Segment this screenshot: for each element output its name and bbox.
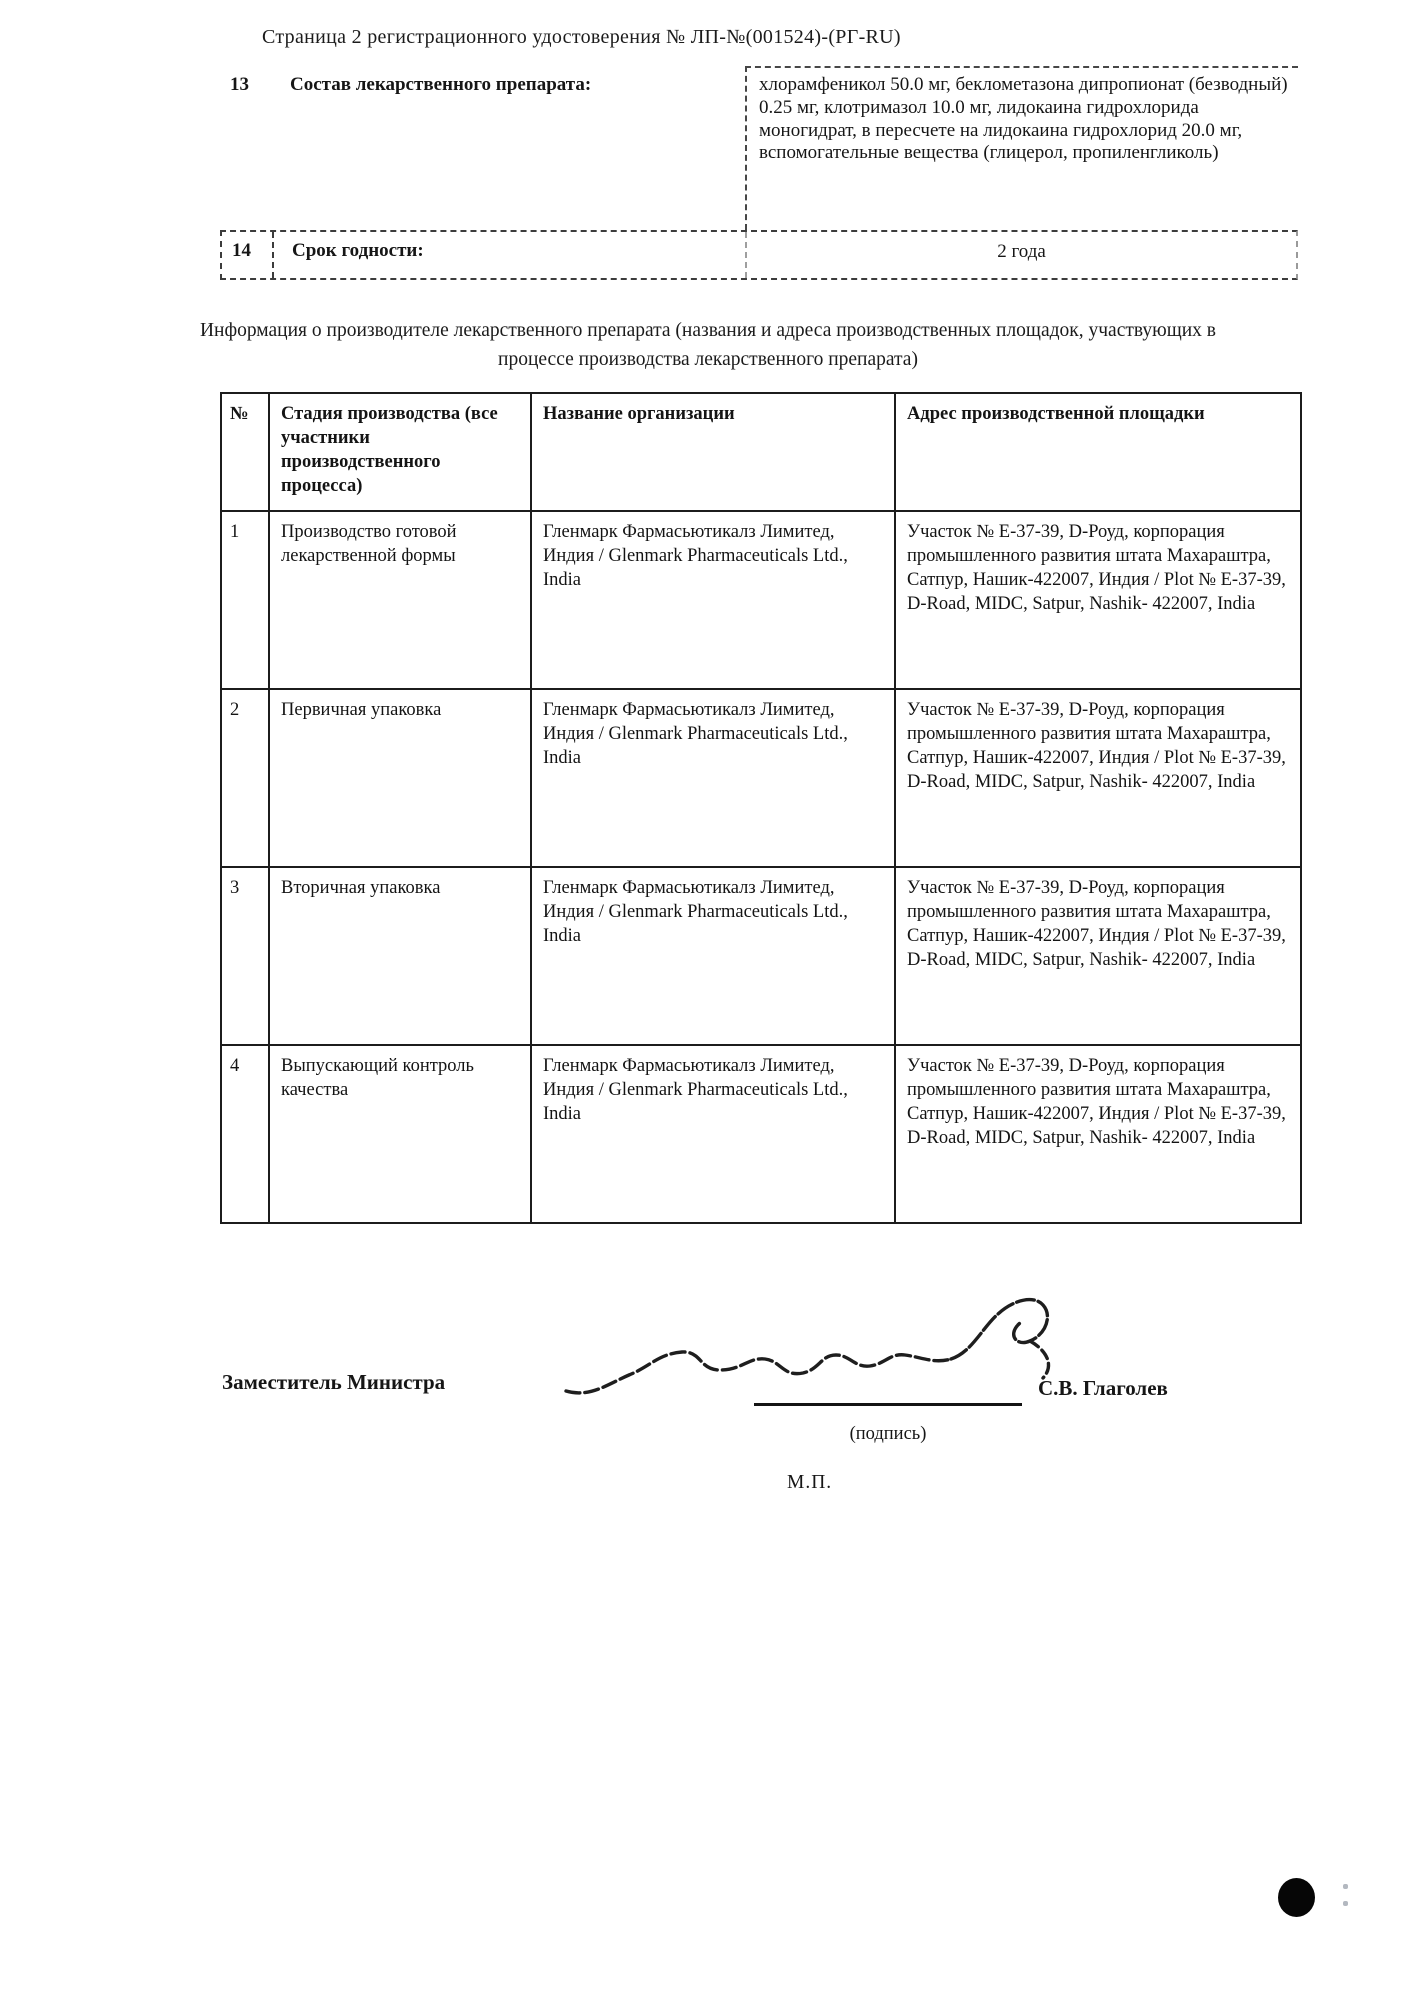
signature-image [552,1290,1112,1408]
cell-address: Участок № Е-37-39, D-Роуд, корпорация промышленного развития штата Махараштра, Сатпур, Нашик-422007, Индия / Plot № E-37-39, D-Road, MIDC, Satpur, Nashik- 422007, India [895,689,1301,867]
manufacturer-info-intro: Информация о производителе лекарственного препарата (названия и адреса производственных площадок, участвующих в процессе производства лекарственного препарата) [199,320,1217,371]
cell-number: 1 [221,511,269,689]
manufacturer-table [220,392,1302,1224]
header-number: № [221,393,269,511]
signature-caption: (подпись) [849,1424,927,1444]
table-row [221,1045,1301,1223]
cell-stage: Первичная упаковка [269,689,531,867]
signature-line [754,1403,1022,1406]
cell-stage: Вторичная упаковка [269,867,531,1045]
top-fields-table [220,66,1298,280]
header-address: Адрес производственной площадки [895,393,1301,511]
cell-organization: Гленмарк Фармасьютикалз Лимитед, Индия / Glenmark Pharmaceuticals Ltd., India [531,867,895,1045]
signer-title: Заместитель Министра [222,1370,446,1394]
cell-organization: Гленмарк Фармасьютикалз Лимитед, Индия / Glenmark Pharmaceuticals Ltd., India [531,1045,895,1223]
cell-stage: Производство готовой лекарственной формы [269,511,531,689]
field-value-composition: хлорамфеникол 50.0 мг, беклометазона дипропионат (безводный) 0.25 мг, клотримазол 10.0 мг, лидокаина гидрохлорида моногидрат, в пересчете на лидокаина гидрохлорид 20.0 мг, вспомогательные вещества (глицерол, пропиленгликоль) [745,66,1298,230]
field-row-composition [220,66,1298,230]
table-row [221,867,1301,1045]
cell-organization: Гленмарк Фармасьютикалз Лимитед, Индия / Glenmark Pharmaceuticals Ltd., India [531,511,895,689]
scan-artifact-dot [1278,1878,1315,1917]
header-organization: Название организации [531,393,895,511]
field-label-shelf-life: Срок годности: [292,240,424,261]
scan-artifact-colon [1343,1884,1348,1906]
table-row [221,689,1301,867]
field-label-composition: Состав лекарственного препарата: [290,74,592,95]
cell-number: 3 [221,867,269,1045]
header-stage: Стадия производства (все участники производственного процесса) [269,393,531,511]
cell-address: Участок № Е-37-39, D-Роуд, корпорация промышленного развития штата Махараштра, Сатпур, Нашик-422007, Индия / Plot № E-37-39, D-Road, MIDC, Satpur, Nashik- 422007, India [895,511,1301,689]
cell-number: 2 [221,689,269,867]
signer-name: С.В. Глаголев [1038,1376,1168,1400]
field-number: 13 [230,74,249,95]
seal-placeholder: М.П. [787,1472,833,1493]
cell-number: 4 [221,1045,269,1223]
page-header: Страница 2 регистрационного удостоверения № ЛП-№(001524)-(РГ-RU) [262,26,901,48]
field-number: 14 [222,232,274,278]
field-row-shelf-life [220,230,1298,280]
cell-organization: Гленмарк Фармасьютикалз Лимитед, Индия / Glenmark Pharmaceuticals Ltd., India [531,689,895,867]
field-value-shelf-life: 2 года [745,232,1296,278]
table-row [221,511,1301,689]
cell-address: Участок № Е-37-39, D-Роуд, корпорация промышленного развития штата Махараштра, Сатпур, Нашик-422007, Индия / Plot № E-37-39, D-Road, MIDC, Satpur, Nashik- 422007, India [895,1045,1301,1223]
cell-address: Участок № Е-37-39, D-Роуд, корпорация промышленного развития штата Махараштра, Сатпур, Нашик-422007, Индия / Plot № E-37-39, D-Road, MIDC, Satpur, Nashik- 422007, India [895,867,1301,1045]
cell-stage: Выпускающий контроль качества [269,1045,531,1223]
table-header-row [221,393,1301,511]
